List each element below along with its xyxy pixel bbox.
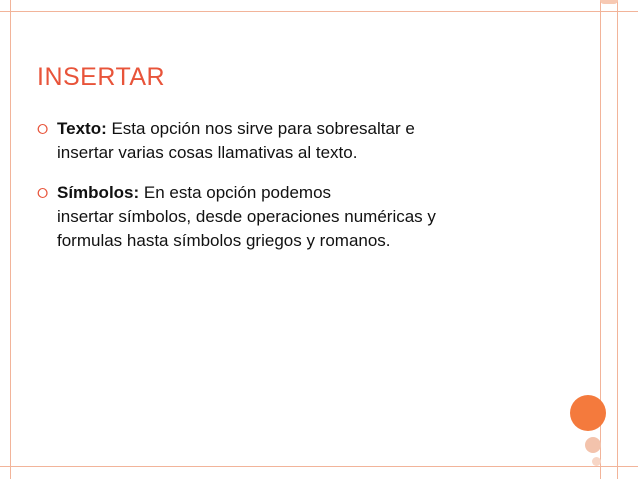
- decorative-circle-large: [570, 395, 606, 431]
- bullet-list: [37, 117, 577, 269]
- bullet-line: En esta opción podemos: [139, 183, 332, 202]
- bullet-line: Esta opción nos sirve para sobresaltar e: [106, 119, 415, 138]
- bullet-text: [57, 117, 577, 165]
- decorative-circle-medium: [585, 437, 601, 453]
- bullet-term: Texto:: [57, 119, 107, 138]
- ring-bullet-icon: ⭘: [37, 185, 49, 201]
- slide-title: INSERTAR: [37, 63, 166, 91]
- border-line-top: [0, 11, 638, 12]
- decorative-circle-small: [592, 457, 601, 466]
- decorative-circle-top: [600, 0, 618, 4]
- bullet-text: [57, 181, 577, 253]
- border-line-right-outer: [617, 0, 618, 479]
- bullet-line: formulas hasta símbolos griegos y romanos.: [57, 231, 391, 250]
- border-line-left: [10, 0, 11, 479]
- bullet-item-simbolos: [37, 181, 577, 253]
- bullet-line: insertar varias cosas llamativas al texto.: [57, 143, 358, 162]
- bullet-item-texto: [37, 117, 577, 165]
- bullet-line: insertar símbolos, desde operaciones numéricas y: [57, 207, 436, 226]
- bullet-term: Símbolos:: [57, 183, 140, 202]
- ring-bullet-icon: ⭘: [37, 121, 49, 137]
- border-line-bottom: [0, 466, 638, 467]
